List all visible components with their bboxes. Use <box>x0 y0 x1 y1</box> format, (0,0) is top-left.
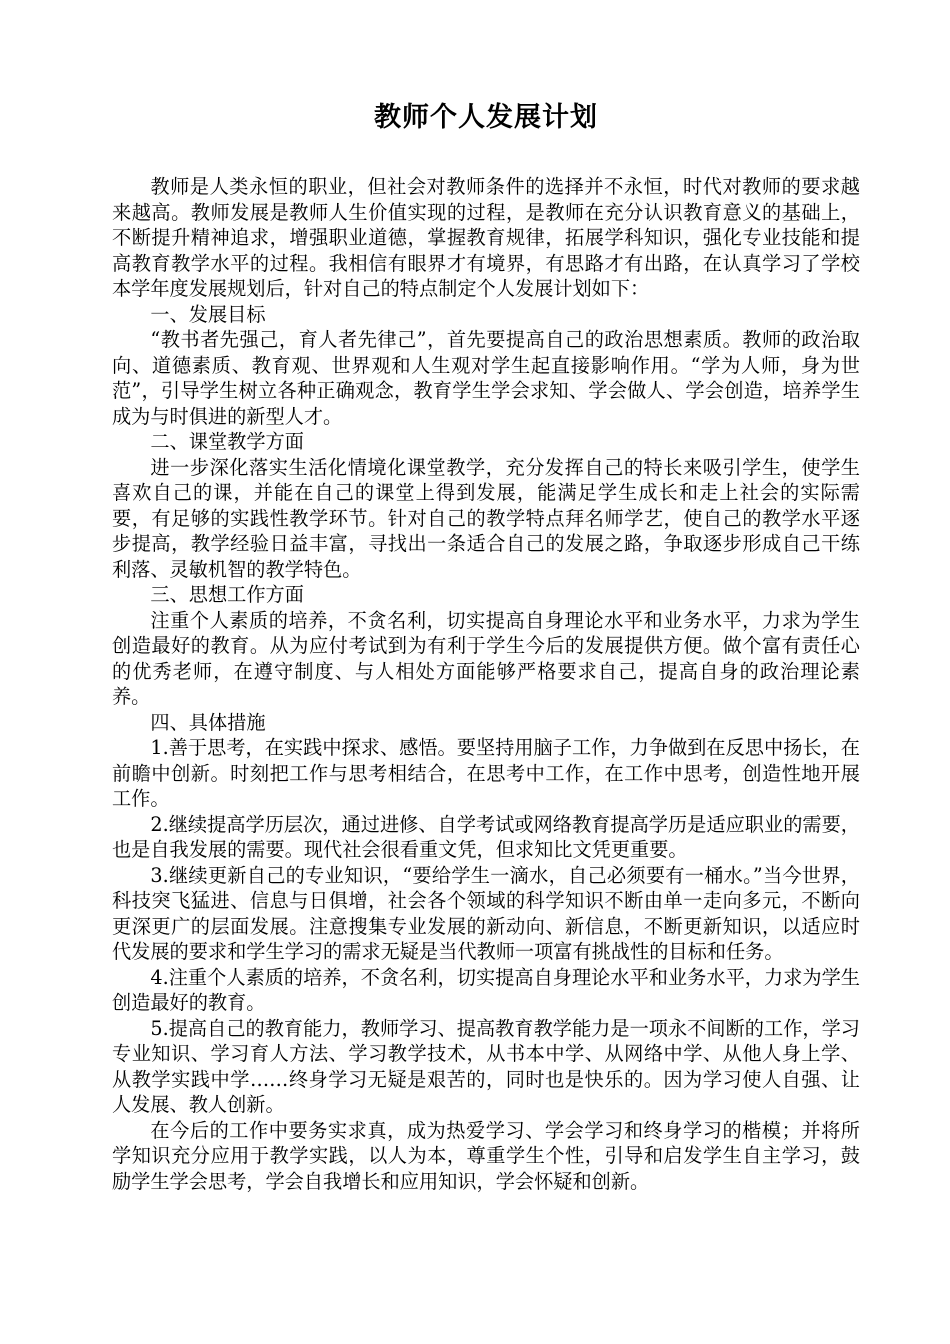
measure-item-5: 5.提高自己的教育能力，教师学习、提高教育教学能力是一项永不间断的工作，学习专业知识、学习育人方法、学习教学技术，从书本中学、从网络中学、从他人身上学、从教学实践中学……终身学习无疑是艰苦的，同时也是快乐的。因为学习使人自强、让人发展、教人创新。 <box>112 1016 860 1116</box>
section-heading-classroom: 二、课堂教学方面 <box>150 430 304 453</box>
classroom-paragraph: 进一步深化落实生活化情境化课堂教学，充分发挥自己的特长来吸引学生，使学生喜欢自己的课，并能在自己的课堂上得到发展，能满足学生成长和走上社会的实际需要，有足够的实践性教学环节。针对自己的教学特点拜名师学艺，使自己的教学水平逐步提高，教学经验日益丰富，寻找出一条适合自己的发展之路，争取逐步形成自己干练利落、灵敏机智的教学特色。 <box>112 455 860 581</box>
measure-item-2: 2.继续提高学历层次，通过进修、自学考试或网络教育提高学历是适应职业的需要，也是自我发展的需要。现代社会很看重文凭，但求知比文凭更重要。 <box>112 812 860 861</box>
closing-paragraph: 在今后的工作中要务实求真，成为热爱学习、学会学习和终身学习的楷模；并将所学知识充分应用于教学实践，以人为本，尊重学生个性，引导和启发学生自主学习，鼓励学生学会思考，学会自我增长和应用知识，学会怀疑和创新。 <box>112 1118 860 1193</box>
section-heading-ideology: 三、思想工作方面 <box>150 583 304 606</box>
ideology-paragraph: 注重个人素质的培养，不贪名利，切实提高自身理论水平和业务水平，力求为学生创造最好的教育。从为应付考试到为有利于学生今后的发展提供方便。做个富有责任心的优秀老师，在遵守制度、与人相处方面能够严格要求自己，提高自身的政治理论素养。 <box>112 608 860 708</box>
document-title: 教师个人发展计划 <box>374 102 598 133</box>
measure-item-1: 1.善于思考，在实践中探求、感悟。要坚持用脑子工作，力争做到在反思中扬长，在前瞻中创新。时刻把工作与思考相结合，在思考中工作，在工作中思考，创造性地开展工作。 <box>112 736 860 810</box>
section-heading-goals: 一、发展目标 <box>150 302 266 326</box>
intro-paragraph: 教师是人类永恒的职业，但社会对教师条件的选择并不永恒，时代对教师的要求越来越高。教师发展是教师人生价值实现的过程，是教师在充分认识教育意义的基础上，不断提升精神追求，增强职业道德，掌握教育规律，拓展学科知识，强化专业技能和提高教育教学水平的过程。我相信有眼界才有境界，有思路才有出路，在认真学习了学校本学年度发展规划后，针对自己的特点制定个人发展计划如下： <box>112 175 860 300</box>
measure-item-4: 4.注重个人素质的培养，不贪名利，切实提高自身理论水平和业务水平，力求为学生创造最好的教育。 <box>112 965 860 1014</box>
document-body <box>112 174 860 1194</box>
measure-item-3: 3.继续更新自己的专业知识，“要给学生一滴水，自己必须要有一桶水。”当今世界，科技突飞猛进、信息与日俱增，社会各个领域的科学知识不断由单一走向多元，不断向更深更广的层面发展。注意搜集专业发展的新动向、新信息，不断更新知识，以适应时代发展的要求和学生学习的需求无疑是当代教师一项富有挑战性的目标和任务。 <box>112 863 860 963</box>
goals-paragraph: “教书者先强己，育人者先律己”，首先要提高自己的政治思想素质。教师的政治取向、道德素质、教育观、世界观和人生观对学生起直接影响作用。“学为人师，身为世范”，引导学生树立各种正确观念，教育学生学会求知、学会做人、学会创造，培养学生成为与时俱进的新型人才。 <box>112 328 860 428</box>
section-heading-measures: 四、具体措施 <box>150 710 266 734</box>
document-page <box>112 98 860 1194</box>
